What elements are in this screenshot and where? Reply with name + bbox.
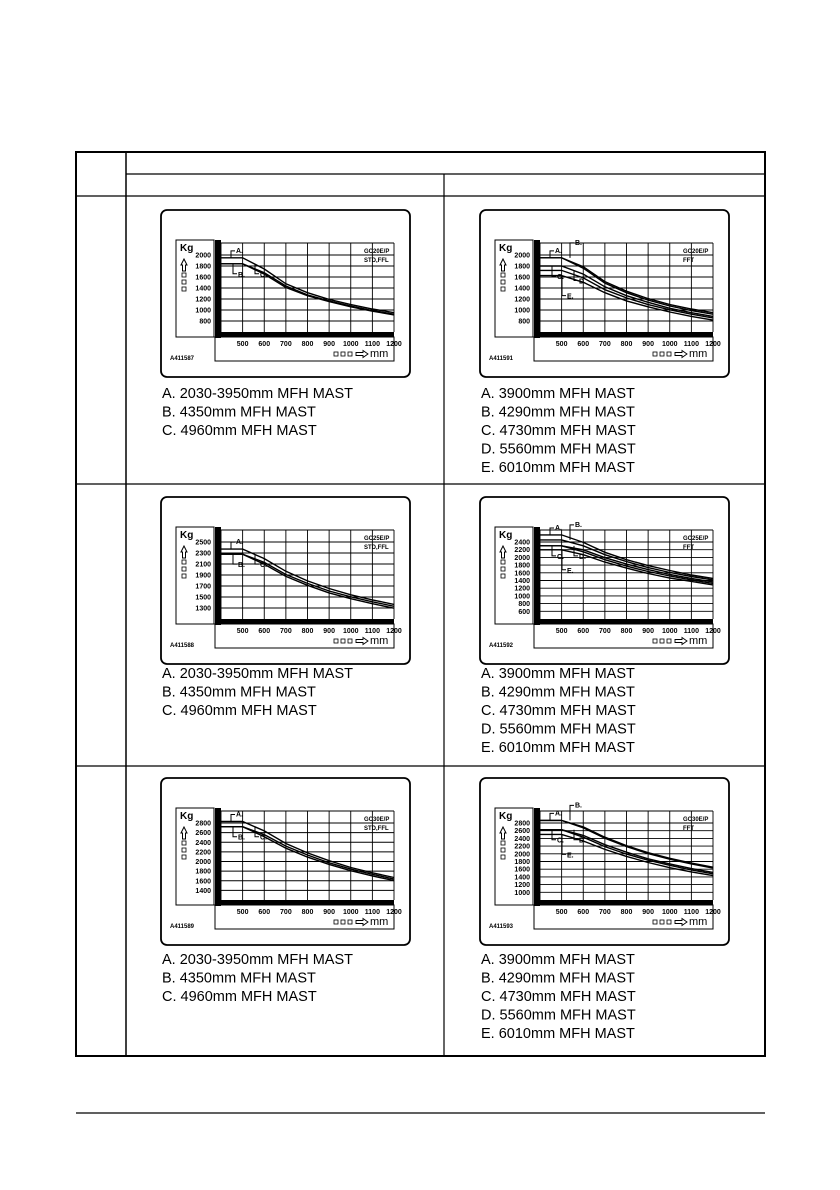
x-unit-label: mm [689,348,708,360]
y-tick-label: 2200 [195,849,211,857]
y-tick-label: 2500 [195,539,211,547]
y-tick-label: 1300 [195,605,211,613]
x-tick-label: 700 [280,341,292,348]
x-tick-label: 1000 [661,341,678,348]
x-tick-label: 1200 [705,909,721,916]
x-tick-label: 700 [599,909,611,916]
x-tick-label: 800 [620,341,633,348]
y-tick-label: 1600 [514,570,530,578]
legend-line: A. 2030-3950mm MFH MAST [162,386,353,402]
y-tick-label: 2400 [195,839,211,847]
curve-label: A. [555,247,562,255]
y-tick-label: 2600 [514,828,530,836]
y-tick-label: 1800 [514,263,530,271]
x-tick-label: 600 [258,341,271,348]
model-variant-label: STD,FFL [364,258,389,264]
y-tick-label: 2000 [514,554,530,562]
y-tick-label: 1600 [514,274,530,282]
x-tick-label: 1000 [661,628,678,635]
model-label: GC25E/P [683,536,709,542]
y-tick-label: 1400 [514,578,530,585]
legend-line: B. 4350mm MFH MAST [162,970,316,987]
x-tick-label: 900 [642,341,654,348]
x-tick-label: 500 [236,909,249,916]
model-label: GC20E/P [683,249,709,255]
x-tick-label: 1100 [364,628,380,635]
y-tick-label: 1400 [195,887,211,895]
curve-label: E. [567,567,574,575]
y-axis-bar [534,240,540,338]
legend-line: D. 5560mm MFH MAST [481,721,636,738]
y-tick-label: 1600 [195,274,211,282]
legend-line: C. 4960mm MFH MAST [162,703,317,719]
y-tick-label: 1000 [514,307,530,315]
x-tick-label: 600 [258,628,271,635]
curve-label: B. [575,521,582,529]
y-tick-label: 1200 [514,882,530,890]
load-plate-4 [480,497,729,664]
x-unit-label: mm [370,916,389,928]
curve-label: E. [567,293,574,301]
y-tick-label: 1600 [514,866,530,874]
legend-line: E. 6010mm MFH MAST [481,740,635,756]
x-tick-label: 900 [642,909,654,916]
x-tick-label: 800 [620,909,633,916]
x-tick-label: 500 [555,909,568,916]
y-tick-label: 1000 [514,593,530,601]
model-label: GC20E/P [364,249,390,255]
y-tick-label: 2200 [514,547,530,555]
reference-code: A411592 [489,643,514,649]
reference-code: A411589 [170,924,195,930]
reference-code: A411588 [170,643,195,649]
legend-line: A. 3900mm MFH MAST [481,386,635,402]
x-tick-label: 800 [620,628,633,635]
y-tick-label: 2800 [195,820,211,828]
y-tick-label: 1800 [195,263,211,271]
y-tick-label: 2000 [195,252,211,260]
y-tick-label: 1200 [514,296,530,304]
curve-label: A. [236,539,243,547]
y-tick-label: 2400 [514,539,530,547]
x-unit-label: mm [689,635,708,647]
x-tick-label: 1000 [342,341,359,348]
curve-label: C. [260,271,267,279]
reference-code: A411593 [489,924,514,930]
x-axis-bar [534,332,713,337]
curve-label: D. [579,278,586,286]
y-axis-bar [215,808,221,906]
y-tick-label: 1400 [514,874,530,882]
model-variant-label: STD,FFL [364,826,389,832]
legend-line: B. 4290mm MFH MAST [481,684,635,701]
load-plate-2 [480,210,729,377]
x-tick-label: 900 [323,341,335,348]
model-variant-label: FFT [683,545,694,551]
curve-label: D. [579,837,586,845]
curve-label: B. [575,239,582,247]
x-axis-bar [215,332,394,337]
curve-label: C. [557,273,564,281]
x-tick-label: 1000 [342,628,359,635]
x-tick-label: 1100 [683,341,699,348]
x-axis-bar [215,619,394,624]
y-unit-label: Kg [499,811,513,822]
legend-line: B. 4290mm MFH MAST [481,970,635,987]
curve-label: E. [567,852,574,860]
load-plate-3 [161,497,410,664]
x-unit-label: mm [370,635,389,647]
y-tick-label: 2300 [195,550,211,558]
curve-label: C. [260,562,267,570]
y-tick-label: 1500 [195,594,211,602]
curve-label: C. [260,834,267,842]
y-axis-bar [215,240,221,338]
x-tick-label: 700 [599,341,611,348]
model-label: GC25E/P [364,536,390,542]
curve-label: B. [238,562,245,570]
x-tick-label: 1000 [661,909,678,916]
x-tick-label: 700 [280,628,292,635]
model-variant-label: STD,FFL [364,545,389,551]
y-axis-bar [534,527,540,625]
curve-label: A. [236,247,243,255]
x-axis-bar [534,900,713,905]
legend-line: C. 4730mm MFH MAST [481,989,636,1005]
x-unit-label: mm [689,916,708,928]
y-unit-label: Kg [180,243,194,254]
load-plate-6 [480,778,729,945]
x-tick-label: 900 [642,628,654,635]
y-tick-label: 1800 [195,868,211,876]
x-tick-label: 700 [280,909,292,916]
plates-layer [161,210,729,1042]
x-tick-label: 500 [555,628,568,635]
load-plate-5 [161,778,410,945]
curve-label: C. [557,553,564,561]
y-tick-label: 1800 [514,859,530,866]
y-tick-label: 1900 [195,572,211,580]
x-tick-label: 600 [577,909,590,916]
curve-label: A. [555,810,562,818]
y-tick-label: 1700 [195,583,211,591]
y-tick-label: 1000 [195,307,211,315]
x-tick-label: 900 [323,909,335,916]
y-unit-label: Kg [499,243,513,254]
y-tick-label: 1200 [514,585,530,593]
y-tick-label: 1800 [514,562,530,570]
y-tick-label: 1000 [514,889,530,897]
y-tick-label: 2200 [514,843,530,851]
x-tick-label: 1200 [705,341,721,348]
legend-line: E. 6010mm MFH MAST [481,460,635,476]
legend-line: B. 4350mm MFH MAST [162,684,316,701]
x-tick-label: 1200 [705,628,721,635]
y-tick-label: 2600 [195,830,211,838]
model-variant-label: FFT [683,258,694,264]
legend-line: A. 3900mm MFH MAST [481,952,635,968]
legend-line: A. 2030-3950mm MFH MAST [162,952,353,968]
y-tick-label: 2100 [195,561,211,569]
x-tick-label: 500 [555,341,568,348]
y-tick-label: 600 [518,608,530,616]
y-tick-label: 2800 [514,820,530,828]
curve-label: A. [236,811,243,819]
reference-code: A411587 [170,356,195,362]
y-tick-label: 800 [518,318,530,326]
y-tick-label: 2000 [514,252,530,260]
y-tick-label: 2400 [514,835,530,843]
x-tick-label: 700 [599,628,611,635]
x-tick-label: 800 [301,628,314,635]
x-tick-label: 800 [301,909,314,916]
x-tick-label: 600 [258,909,271,916]
y-tick-label: 1400 [195,285,211,293]
y-axis-bar [215,527,221,625]
legend-line: B. 4350mm MFH MAST [162,404,316,421]
y-unit-label: Kg [499,530,513,541]
x-tick-label: 1100 [364,341,380,348]
legend-line: B. 4290mm MFH MAST [481,404,635,421]
y-tick-label: 1200 [195,296,211,304]
legend-line: D. 5560mm MFH MAST [481,441,636,458]
x-tick-label: 600 [577,628,590,635]
y-tick-label: 1600 [195,878,211,886]
curve-label: D. [579,553,586,561]
y-unit-label: Kg [180,811,194,822]
legend-line: D. 5560mm MFH MAST [481,1007,636,1024]
model-label: GC30E/P [683,817,709,823]
x-tick-label: 1100 [683,909,699,916]
x-tick-label: 500 [236,628,249,635]
y-tick-label: 1400 [514,285,530,293]
x-tick-label: 1100 [683,628,699,635]
x-axis-bar [215,900,394,905]
model-variant-label: FFT [683,826,694,832]
y-tick-label: 800 [518,601,530,609]
x-tick-label: 1200 [386,909,402,916]
y-tick-label: 800 [199,318,211,326]
legend-line: A. 3900mm MFH MAST [481,666,635,682]
x-tick-label: 1000 [342,909,359,916]
x-tick-label: 1200 [386,628,402,635]
legend-line: C. 4730mm MFH MAST [481,423,636,439]
curve-label: B. [238,834,245,842]
y-tick-label: 2000 [195,859,211,866]
reference-code: A411591 [489,356,514,362]
x-tick-label: 800 [301,341,314,348]
model-label: GC30E/P [364,817,390,823]
x-axis-bar [534,619,713,624]
x-tick-label: 1200 [386,341,402,348]
curve-label: A. [555,524,562,532]
legend-line: C. 4960mm MFH MAST [162,989,317,1005]
curve-label: C. [557,837,564,845]
x-unit-label: mm [370,348,389,360]
y-tick-label: 2000 [514,851,530,859]
x-tick-label: 900 [323,628,335,635]
legend-line: C. 4730mm MFH MAST [481,703,636,719]
x-tick-label: 1100 [364,909,380,916]
load-plate-1 [161,210,410,377]
x-tick-label: 600 [577,341,590,348]
legend-line: E. 6010mm MFH MAST [481,1026,635,1042]
legend-line: C. 4960mm MFH MAST [162,423,317,439]
y-axis-bar [534,808,540,906]
legend-line: A. 2030-3950mm MFH MAST [162,666,353,682]
curve-label: B. [238,271,245,279]
curve-label: B. [575,802,582,810]
y-unit-label: Kg [180,530,194,541]
x-tick-label: 500 [236,341,249,348]
